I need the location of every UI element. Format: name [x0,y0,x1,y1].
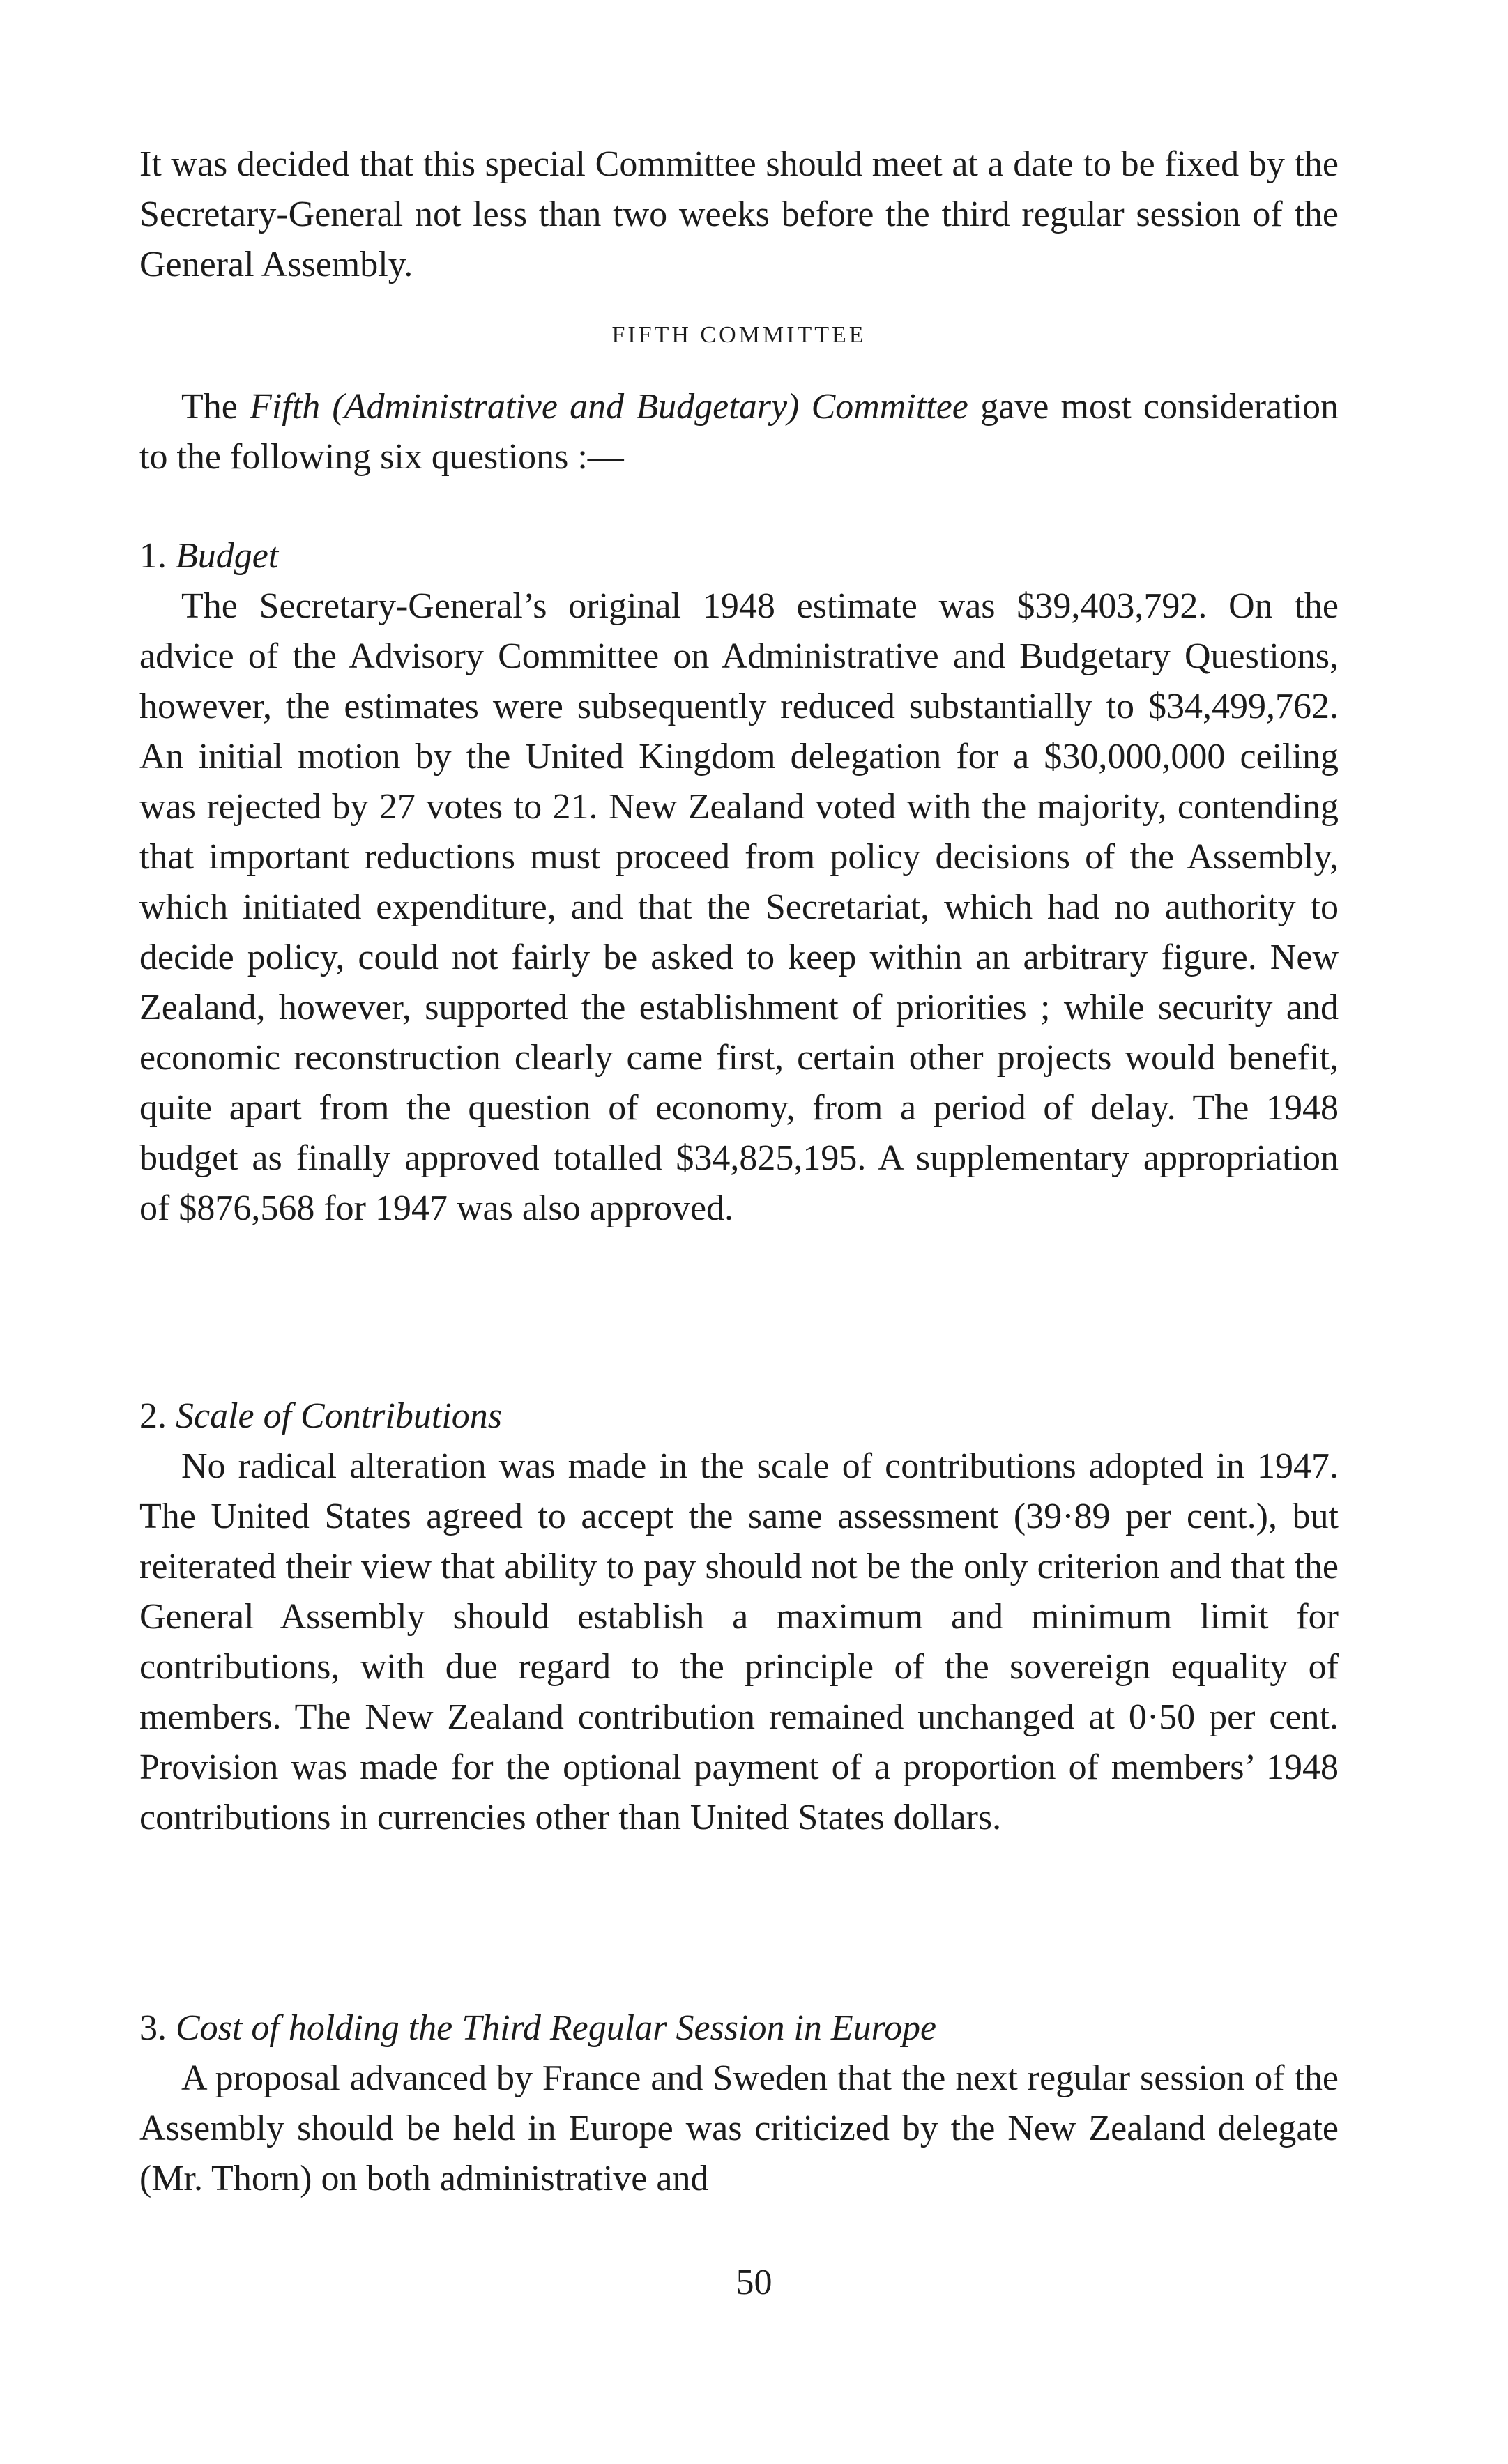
section-paragraph: The Secretary-General’s original 1948 estimate was $39,403,792. On the advice of the Advisory Committee on Administrative and Budgetary Questions, however, the estimates were subsequently reduced substantially to $34,499,762. An initial motion by the United Kingdom delegation for a $30,000,000 ceiling was rejected by 27 votes to 21. New Zealand voted with the majority, contending that important reductions must proceed from policy decisions of the Assembly, which initiated expenditure, and that the Secretariat, which had no authority to decide policy, could not fairly be asked to keep within an arbitrary figure. New Zealand, however, supported the establishment of priorities ; while security and economic reconstruction clearly came first, certain other projects would benefit, quite apart from the question of economy, from a period of delay. The 1948 budget as finally approved totalled $34,825,195. A supplementary appropriation of $876,568 for 1947 was also approved. [139,586,1339,1228]
section-title-text: Budget [176,536,279,576]
section-paragraph: No radical alteration was made in the scale of contributions adopted in 1947. The United States agreed to accept the same assessment (39·89 per cent.), but reiterated their view that ability to pay should not be the only criterion and that the General Assembly should establish a maximum and minimum limit for contributions, with due regard to the principle of the sovereign equality of members. The New Zealand contribution remained unchanged at 0·50 per cent. Provision was made for the optional payment of a proportion of members’ 1948 contributions in currencies other than United States dollars. [139,1446,1339,1837]
section-number: 1. [139,536,167,576]
committee-intro-rest: gave most consideration to the following six questions :— [139,387,1339,477]
committee-intro-paragraph [139,382,1339,482]
intro-paragraph: It was decided that this special Committee should meet at a date to be fixed by the Secretary-General not less than two weeks before the third regular session of the General Assembly. [139,144,1339,284]
committee-intro-lead: The [181,387,250,427]
section-title [139,531,1339,581]
section-number: 3. [139,2008,167,2048]
section-paragraph: A proposal advanced by France and Sweden that the next regular session of the Assembly should be held in Europe was criticized by the New Zealand delegate (Mr. Thorn) on both administrative and [139,2058,1339,2198]
section-number: 2. [139,1396,167,1436]
section-cost-of-session [139,2003,1339,2204]
page-number: 50 [736,2263,772,2302]
committee-heading-block [139,322,1339,349]
section-title [139,1391,1339,1441]
section-title-text: Scale of Contributions [176,1396,502,1436]
intro-block [139,139,1339,290]
section-title-text: Cost of holding the Third Regular Session in Europe [176,2008,937,2048]
section-scale-of-contributions [139,1391,1339,1843]
committee-intro-block [139,382,1339,482]
committee-heading: FIFTH COMMITTEE [611,322,867,348]
section-budget [139,531,1339,1234]
committee-name: Fifth (Administrative and Budgetary) Committee [250,387,968,427]
section-title [139,2003,1339,2053]
